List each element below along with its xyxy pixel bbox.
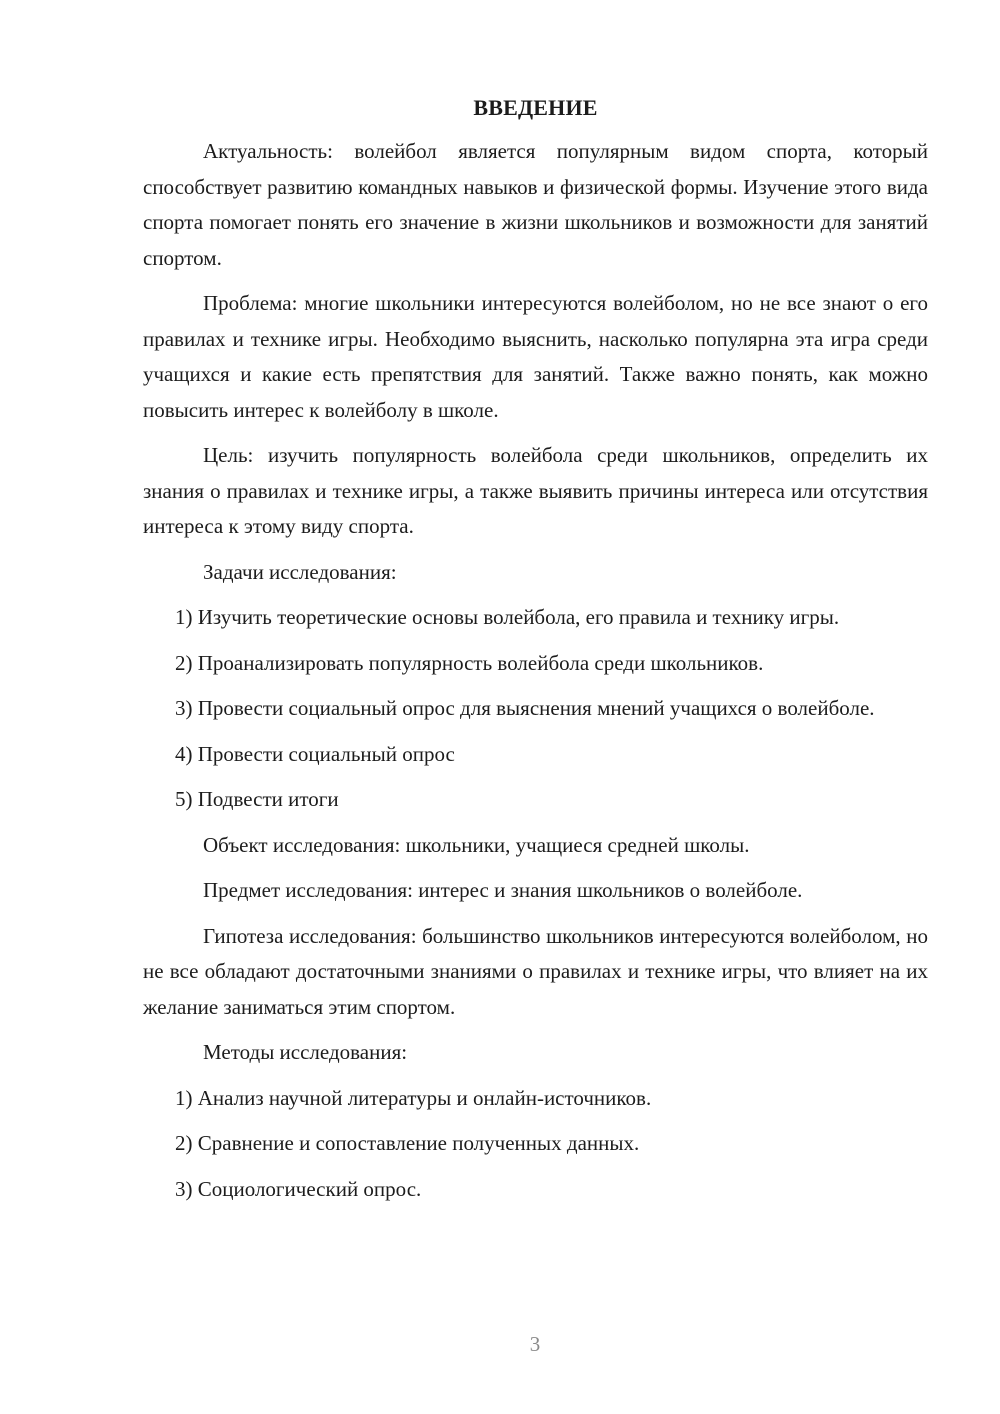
list-item-task-1: 1) Изучить теоретические основы волейбола, его правила и технику игры. — [175, 605, 840, 629]
paragraph-goal: Цель: изучить популярность волейбола среди школьников, определить их знания о правилах и технике игры, а также выявить причины интереса или отсутствия интереса к этому виду спорта. — [143, 443, 928, 538]
paragraph-problem: Проблема: многие школьники интересуются волейболом, но не все знают о его правилах и технике игры. Необходимо выяснить, насколько популярна эта игра среди учащихся и какие есть препятствия для занятий. Также важно понять, как можно повысить интерес к волейболу в школе. — [143, 291, 928, 422]
list-item-task-4: 4) Провести социальный опрос — [175, 741, 455, 766]
paragraph-methods-heading: Методы исследования: — [203, 1040, 408, 1064]
paragraph-tasks-heading: Задачи исследования: — [203, 559, 397, 584]
list-item-method-3: 3) Социологический опрос. — [175, 1176, 422, 1201]
list-item-method-1: 1) Анализ научной литературы и онлайн-источников. — [175, 1085, 652, 1110]
paragraph-object: Объект исследования: школьники, учащиеся средней школы. — [203, 832, 750, 857]
section-title: ВВЕДЕНИЕ — [473, 95, 598, 120]
list-item-method-2: 2) Сравнение и сопоставление полученных данных. — [175, 1131, 640, 1155]
list-item-task-5: 5) Подвести итоги — [175, 787, 339, 811]
document-page — [143, 92, 928, 1217]
page-number: 3 — [529, 1332, 541, 1356]
paragraph-relevance: Актуальность: волейбол является популярным видом спорта, который способствует развитию командных навыков и физической формы. Изучение этого вида спорта помогает понять его значение в жизни школьников и возможности для занятий спортом. — [143, 139, 928, 270]
list-item-task-2: 2) Проанализировать популярность волейбола среди школьников. — [175, 650, 764, 675]
paragraph-subject: Предмет исследования: интерес и знания школьников о волейболе. — [203, 878, 803, 902]
list-item-task-3: 3) Провести социальный опрос для выяснения мнений учащихся о волейболе. — [175, 696, 875, 720]
paragraph-hypothesis: Гипотеза исследования: большинство школьников интересуются волейболом, но не все обладают достаточными знаниями о правилах и технике игры, что влияет на их желание заниматься этим спортом. — [143, 923, 928, 1019]
